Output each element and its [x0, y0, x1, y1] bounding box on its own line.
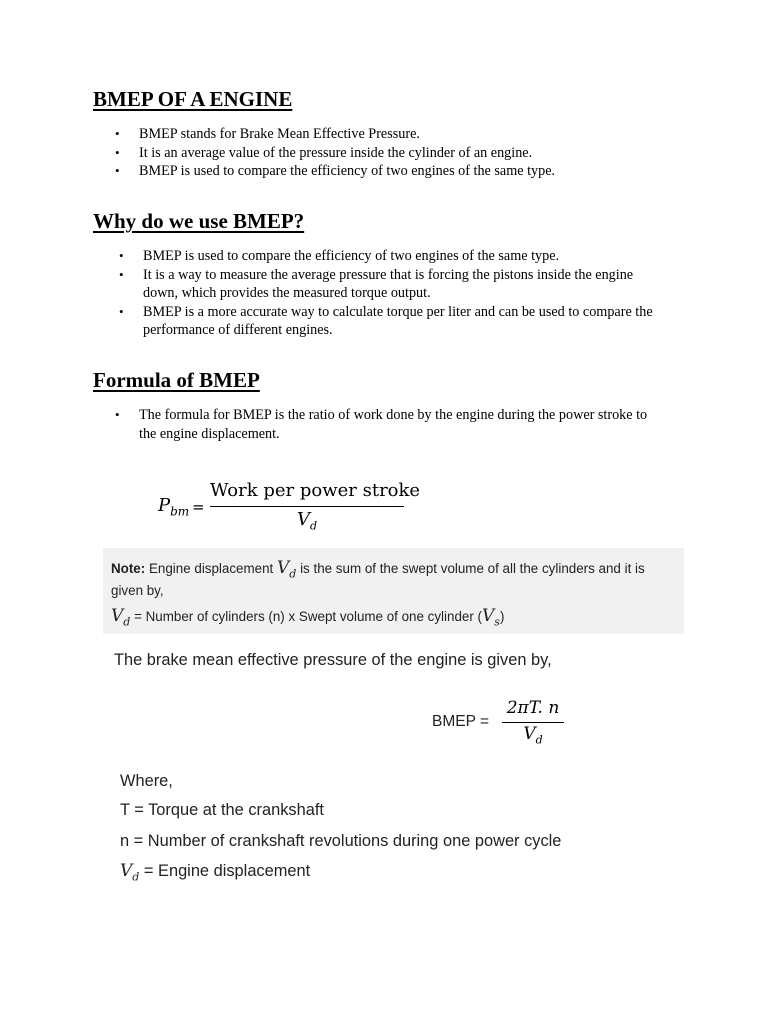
- note-text: ): [499, 609, 505, 624]
- vd-subscript: d: [123, 615, 131, 629]
- vd-symbol: [111, 606, 131, 629]
- list-item: [115, 144, 699, 163]
- list-item: [119, 247, 663, 266]
- bullet-icon: •: [115, 126, 120, 141]
- note-text: Engine displacement: [148, 561, 274, 576]
- formula-lhs: BMEP =: [432, 713, 490, 730]
- vd-subscript: d: [535, 733, 543, 747]
- vd-symbol: [120, 861, 140, 884]
- formula-lhs: [158, 495, 189, 519]
- vs-letter: V: [482, 606, 495, 626]
- list-item-text: BMEP is a more accurate way to calculate torque per liter and can be used to compare the performance of different engines.: [143, 303, 653, 338]
- vd-letter: V: [120, 861, 133, 881]
- where-torque-def: T = Torque at the crankshaft: [120, 801, 324, 819]
- list-item: [115, 406, 659, 443]
- where-title: Where,: [120, 772, 173, 790]
- heading-why-use-bmep: Why do we use BMEP?: [93, 209, 305, 233]
- where-revolutions-def: n = Number of crankshaft revolutions during one power cycle: [120, 832, 562, 850]
- bmep-intro-paragraph: The brake mean effective pressure of the engine is given by,: [114, 651, 552, 669]
- list-item: [115, 162, 699, 181]
- list-item-text: BMEP is used to compare the efficiency of two engines of the same type.: [143, 248, 560, 264]
- list-item: [119, 266, 663, 303]
- note-line-2: given by,: [111, 583, 164, 598]
- vd-subscript: d: [289, 567, 297, 581]
- vs-symbol: [482, 606, 500, 629]
- bullet-icon: •: [115, 163, 120, 178]
- where-displacement-def: [120, 861, 310, 883]
- list-item-text: BMEP is used to compare the efficiency of two engines of the same type.: [139, 163, 556, 179]
- note-line-1: [111, 558, 645, 580]
- vd-letter: V: [277, 558, 290, 578]
- vd-symbol: [277, 558, 297, 581]
- pbm-subscript: bm: [170, 504, 190, 519]
- vd-subscript: d: [132, 870, 140, 884]
- formula-denominator: [210, 509, 404, 533]
- note-label: Note:: [111, 561, 146, 576]
- equals-sign: =: [192, 498, 205, 516]
- list-item-text: BMEP stands for Brake Mean Effective Pressure.: [139, 126, 420, 142]
- displacement-text: = Engine displacement: [143, 862, 311, 880]
- list-item: [119, 303, 663, 340]
- list-item-text: It is an average value of the pressure inside the cylinder of an engine.: [139, 144, 533, 161]
- heading-bmep-of-engine: BMEP OF A ENGINE: [93, 87, 293, 111]
- fraction-bar: [210, 506, 404, 507]
- formula-numerator: 2πT. n: [506, 698, 560, 718]
- pbm-symbol: P: [158, 495, 171, 516]
- formula-bmep: [432, 698, 582, 750]
- bullet-icon: •: [119, 303, 124, 319]
- vd-subscript: d: [309, 519, 318, 533]
- list-item-text: It is a way to measure the average pressure that is forcing the pistons inside the engine down, which provides the measured torque output.: [143, 266, 634, 301]
- vd-letter: V: [111, 606, 124, 626]
- bullet-list-why-bmep: [119, 247, 663, 340]
- vs-subscript: s: [494, 615, 500, 629]
- list-item: [115, 125, 699, 144]
- note-text: = Number of cylinders (n) x Swept volume of one cylinder (: [134, 609, 482, 624]
- formula-pbm: [158, 480, 421, 536]
- bullet-icon: •: [119, 248, 124, 263]
- formula-denominator: [502, 724, 564, 746]
- list-item-text: The formula for BMEP is the ratio of work done by the engine during the power stroke to the engine displacement.: [139, 407, 648, 442]
- heading-formula-of-bmep: Formula of BMEP: [93, 368, 260, 392]
- bullet-icon: •: [115, 144, 120, 160]
- vd-symbol: V: [523, 724, 536, 744]
- bullet-list-formula: [115, 406, 659, 443]
- bullet-icon: •: [119, 266, 124, 282]
- fraction-bar: [502, 722, 564, 723]
- formula-numerator: Work per power stroke: [210, 480, 421, 501]
- note-text: is the sum of the swept volume of all the cylinders and it is: [300, 561, 645, 576]
- bullet-icon: •: [115, 407, 120, 422]
- note-line-3: [111, 606, 504, 628]
- bullet-list-bmep-definition: [115, 125, 699, 181]
- note-box: [103, 548, 684, 634]
- vd-symbol: V: [296, 509, 310, 530]
